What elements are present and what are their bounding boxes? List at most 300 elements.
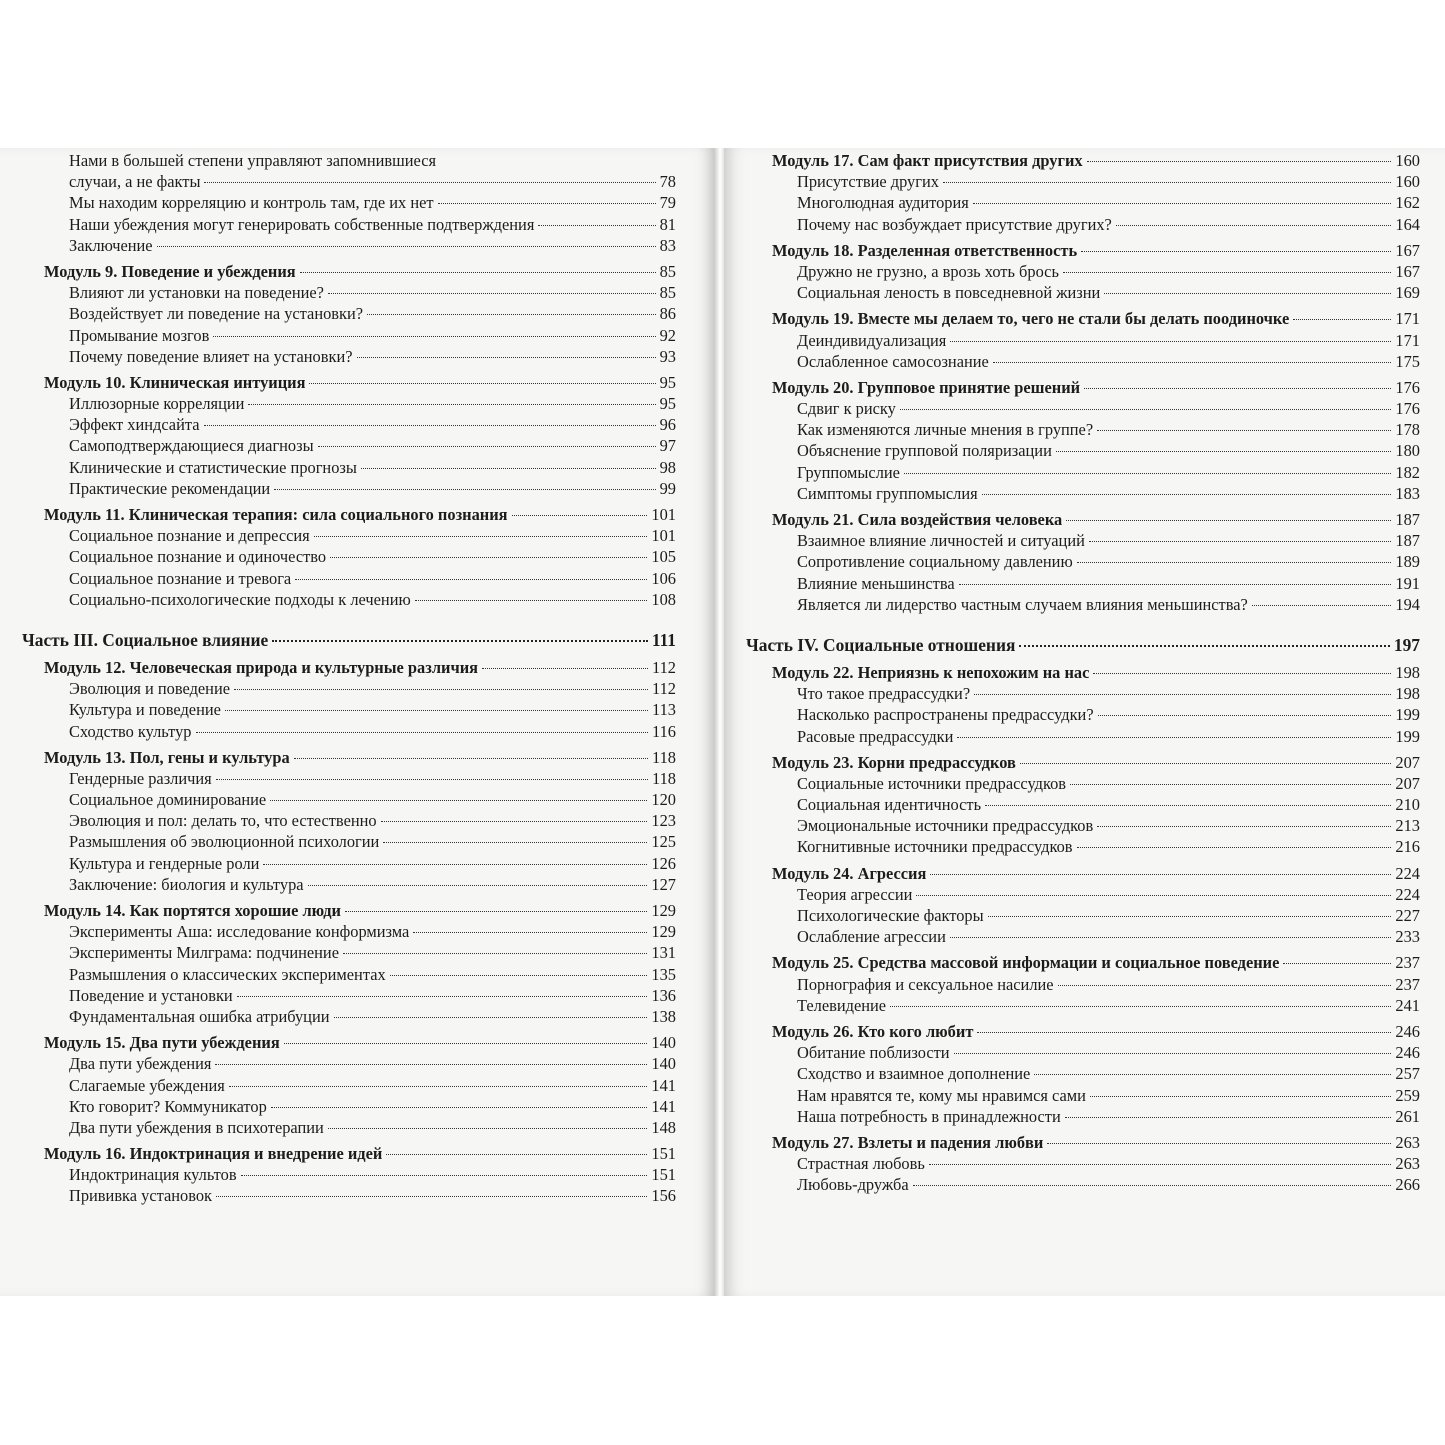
toc-entry-title: Культура и гендерные роли xyxy=(69,853,260,873)
toc-page-number: 207 xyxy=(1395,752,1420,772)
toc-entry-title: Два пути убеждения в психотерапии xyxy=(69,1117,324,1137)
toc-page-number: 160 xyxy=(1395,151,1420,170)
toc-page-number: 101 xyxy=(651,526,676,546)
dot-leader xyxy=(361,468,656,469)
dot-leader xyxy=(309,383,655,384)
dot-leader xyxy=(1283,963,1391,964)
toc-entry-title: Модуль 16. Индоктринация и внедрение идей xyxy=(44,1144,383,1164)
right-page xyxy=(724,148,1445,1296)
toc-module-entry xyxy=(44,372,676,393)
toc-section-entry xyxy=(44,282,676,303)
toc-page-number: 227 xyxy=(1395,906,1420,925)
toc-section-entry xyxy=(44,525,676,546)
toc-module-entry xyxy=(44,900,676,921)
dot-leader xyxy=(274,489,655,490)
toc-entry-title: Часть IV. Социальные отношения xyxy=(746,634,1016,655)
toc-page-number: 176 xyxy=(1395,377,1420,397)
toc-section-entry xyxy=(772,726,1420,747)
dot-leader xyxy=(381,821,648,822)
dot-leader xyxy=(345,911,647,912)
toc-entry-title: Модуль 15. Два пути убеждения xyxy=(44,1033,280,1053)
toc-section-entry xyxy=(44,1164,676,1185)
dot-leader xyxy=(985,805,1391,806)
toc-entry-title: Деиндивидуализация xyxy=(797,330,947,350)
toc-page-number: 187 xyxy=(1395,531,1420,551)
toc-entry-title: Заключение xyxy=(69,235,153,255)
dot-leader xyxy=(216,1196,647,1197)
dot-leader xyxy=(248,404,655,405)
dot-leader xyxy=(334,1017,648,1018)
toc-entry-title: Часть III. Социальное влияние xyxy=(22,629,269,650)
toc-section-entry xyxy=(44,810,676,831)
toc-section-entry xyxy=(44,1117,676,1138)
table-of-contents-left xyxy=(22,150,676,1207)
toc-entry-title: Взаимное влияние личностей и ситуаций xyxy=(797,531,1085,551)
dot-leader xyxy=(241,1175,648,1176)
toc-section-entry xyxy=(772,773,1420,794)
toc-page-number: 175 xyxy=(1395,351,1420,371)
toc-entry-title: Модуль 9. Поведение и убеждения xyxy=(44,261,296,281)
toc-section-entry xyxy=(772,815,1420,836)
dot-leader xyxy=(916,895,1391,896)
dot-leader xyxy=(1019,645,1390,647)
toc-entry-title: Два пути убеждения xyxy=(69,1054,212,1074)
toc-page-number: 169 xyxy=(1395,283,1420,303)
dot-leader xyxy=(1066,520,1391,521)
toc-section-entry xyxy=(772,573,1420,594)
dot-leader xyxy=(1056,451,1392,452)
toc-section-entry xyxy=(772,261,1420,282)
toc-section-entry xyxy=(772,462,1420,483)
dot-leader xyxy=(357,357,656,358)
dot-leader xyxy=(538,225,655,226)
toc-section-entry xyxy=(44,699,676,720)
toc-page-number: 151 xyxy=(651,1144,676,1164)
toc-section-entry xyxy=(44,964,676,985)
toc-page-number: 178 xyxy=(1395,420,1420,440)
dot-leader xyxy=(900,409,1392,410)
dot-leader xyxy=(930,874,1391,875)
dot-leader xyxy=(929,1164,1392,1165)
toc-section-entry xyxy=(772,398,1420,419)
toc-section-entry xyxy=(44,874,676,895)
toc-section-entry xyxy=(772,551,1420,572)
toc-section-entry xyxy=(772,1085,1420,1106)
dot-leader xyxy=(216,779,648,780)
toc-page-number: 176 xyxy=(1395,399,1420,419)
toc-entry-title: Индоктринация культов xyxy=(69,1165,237,1185)
toc-page-number: 112 xyxy=(652,679,676,699)
toc-page-number: 92 xyxy=(659,325,676,345)
dot-leader xyxy=(204,182,655,183)
toc-section-entry xyxy=(772,282,1420,303)
dot-leader xyxy=(272,640,648,642)
toc-page-number: 78 xyxy=(659,172,676,192)
dot-leader xyxy=(300,272,656,273)
toc-page-number: 198 xyxy=(1395,684,1420,704)
dot-leader xyxy=(957,737,1391,738)
toc-page-number: 85 xyxy=(659,261,676,281)
toc-section-entry xyxy=(44,853,676,874)
toc-page-number: 85 xyxy=(659,283,676,303)
dot-leader xyxy=(1063,272,1391,273)
toc-page-number: 151 xyxy=(651,1165,676,1185)
dot-leader xyxy=(890,1006,1391,1007)
toc-entry-title: Размышления о классических экспериментах xyxy=(69,964,386,984)
toc-entry-title: Эволюция и пол: делать то, что естественно xyxy=(69,811,377,831)
toc-section-entry xyxy=(44,568,676,589)
toc-module-entry xyxy=(772,509,1420,530)
dot-leader xyxy=(343,953,647,954)
dot-leader xyxy=(977,1032,1391,1033)
dot-leader xyxy=(308,885,648,886)
toc-page-number: 259 xyxy=(1395,1085,1420,1105)
dot-leader xyxy=(314,536,648,537)
toc-entry-title: Влияют ли установки на поведение? xyxy=(69,283,324,303)
toc-module-entry xyxy=(772,752,1420,773)
toc-section-entry xyxy=(772,530,1420,551)
dot-leader xyxy=(1081,251,1391,252)
table-of-contents-right xyxy=(746,150,1420,1195)
toc-section-entry xyxy=(772,683,1420,704)
toc-entry-title: Наши убеждения могут генерировать собственные подтверждения xyxy=(69,214,535,234)
toc-entry-title: Модуль 12. Человеческая природа и культурные различия xyxy=(44,657,479,677)
toc-entry-title: Обитание поблизости xyxy=(797,1043,950,1063)
toc-page-number: 96 xyxy=(659,415,676,435)
dot-leader xyxy=(413,932,647,933)
dot-leader xyxy=(204,425,656,426)
dot-leader xyxy=(959,584,1392,585)
dot-leader xyxy=(1089,541,1392,542)
toc-page-number: 141 xyxy=(651,1096,676,1116)
toc-page-number: 237 xyxy=(1395,953,1420,973)
dot-leader xyxy=(1084,388,1391,389)
dot-leader xyxy=(943,182,1391,183)
toc-entry-title: Телевидение xyxy=(797,995,887,1015)
toc-entry-title: Модуль 27. Взлеты и падения любви xyxy=(772,1132,1044,1152)
dot-leader xyxy=(512,515,648,516)
toc-page-number: 197 xyxy=(1393,634,1420,655)
toc-entry-title: Социально-психологические подходы к лечению xyxy=(69,589,411,609)
toc-page-number: 210 xyxy=(1395,795,1420,815)
toc-page-number: 112 xyxy=(652,657,676,677)
toc-section-entry xyxy=(44,346,676,367)
toc-page-number: 127 xyxy=(651,874,676,894)
dot-leader xyxy=(1077,847,1392,848)
toc-section-entry xyxy=(772,440,1420,461)
toc-section-entry xyxy=(772,974,1420,995)
toc-entry-title: Модуль 11. Клиническая терапия: сила социального познания xyxy=(44,505,508,524)
dot-leader xyxy=(1252,605,1392,606)
toc-entry-title: Социальное познание и тревога xyxy=(69,568,292,588)
toc-entry-title: случаи, а не факты xyxy=(69,172,201,192)
toc-module-entry xyxy=(772,377,1420,398)
toc-section-entry xyxy=(44,303,676,324)
toc-entry-title: Модуль 14. Как портятся хорошие люди xyxy=(44,901,341,920)
toc-section-entry xyxy=(44,1053,676,1074)
toc-module-entry xyxy=(44,261,676,282)
dot-leader xyxy=(1070,784,1391,785)
toc-entry-title: Группомыслие xyxy=(797,462,900,482)
toc-entry-title: Сдвиг к риску xyxy=(797,399,896,419)
toc-entry-title: Модуль 20. Групповое принятие решений xyxy=(772,377,1081,397)
toc-page-number: 246 xyxy=(1395,1043,1420,1063)
toc-section-entry xyxy=(772,419,1420,440)
toc-page-number: 213 xyxy=(1395,816,1420,836)
toc-entry-title: Самоподтверждающиеся диагнозы xyxy=(69,436,314,456)
dot-leader xyxy=(196,732,649,733)
left-page xyxy=(0,148,716,1296)
toc-module-entry xyxy=(44,1032,676,1053)
toc-part-heading xyxy=(746,633,1420,657)
toc-section-entry xyxy=(772,794,1420,815)
toc-page-number: 81 xyxy=(659,214,676,234)
toc-entry-title: Симптомы группомыслия xyxy=(797,483,978,503)
toc-page-number: 138 xyxy=(651,1006,676,1026)
dot-leader xyxy=(1058,985,1392,986)
dot-leader xyxy=(330,557,647,558)
toc-section-entry xyxy=(44,921,676,942)
toc-section-entry xyxy=(44,1096,676,1117)
toc-entry-title: Мы находим корреляцию и контроль там, где их нет xyxy=(69,193,434,213)
toc-page-number: 99 xyxy=(659,478,676,498)
toc-entry-title: Присутствие других xyxy=(797,172,939,192)
dot-leader xyxy=(1090,1096,1392,1097)
toc-page-number: 164 xyxy=(1395,214,1420,234)
toc-page-number: 224 xyxy=(1395,863,1420,883)
dot-leader xyxy=(1087,161,1392,162)
toc-section-entry xyxy=(44,789,676,810)
toc-part-heading xyxy=(22,628,676,652)
dot-leader xyxy=(973,203,1392,204)
toc-module-entry xyxy=(772,308,1420,329)
toc-section-entry xyxy=(772,704,1420,725)
toc-section-entry xyxy=(44,1075,676,1096)
toc-section-entry xyxy=(44,1006,676,1027)
toc-entry-title: Размышления об эволюционной психологии xyxy=(69,832,380,852)
toc-section-entry xyxy=(772,483,1420,504)
toc-page-number: 86 xyxy=(659,304,676,324)
toc-section-entry xyxy=(44,457,676,478)
toc-entry-title: Модуль 25. Средства массовой информации и социальное поведение xyxy=(772,953,1280,973)
toc-section-entry xyxy=(44,150,676,171)
toc-entry-title: Сходство культур xyxy=(69,721,192,741)
dot-leader xyxy=(270,800,647,801)
toc-page-number: 191 xyxy=(1395,573,1420,593)
toc-section-entry xyxy=(44,768,676,789)
toc-page-number: 187 xyxy=(1395,510,1420,529)
toc-entry-title: Практические рекомендации xyxy=(69,478,271,498)
dot-leader xyxy=(438,203,656,204)
toc-section-entry xyxy=(772,1063,1420,1084)
dot-leader xyxy=(271,1107,648,1108)
toc-section-entry xyxy=(44,942,676,963)
toc-entry-title: Сопротивление социальному давлению xyxy=(797,552,1073,572)
toc-section-entry xyxy=(772,594,1420,615)
dot-leader xyxy=(1097,430,1391,431)
toc-section-entry xyxy=(772,330,1420,351)
toc-page-number: 140 xyxy=(651,1054,676,1074)
toc-module-entry xyxy=(772,1021,1420,1042)
toc-module-entry xyxy=(772,662,1420,683)
toc-page-number: 167 xyxy=(1395,240,1420,260)
dot-leader xyxy=(1065,1117,1392,1118)
toc-page-number: 116 xyxy=(652,721,676,741)
toc-section-entry xyxy=(772,171,1420,192)
toc-section-entry xyxy=(772,905,1420,926)
dot-leader xyxy=(1093,673,1391,674)
toc-entry-title: Заключение: биология и культура xyxy=(69,874,304,894)
toc-entry-title: Поведение и установки xyxy=(69,985,233,1005)
toc-section-entry xyxy=(772,884,1420,905)
toc-page-number: 183 xyxy=(1395,483,1420,503)
toc-page-number: 156 xyxy=(651,1186,676,1206)
toc-page-number: 189 xyxy=(1395,552,1420,572)
dot-leader xyxy=(295,579,647,580)
dot-leader xyxy=(982,494,1392,495)
dot-leader xyxy=(237,996,648,997)
toc-page-number: 171 xyxy=(1395,309,1420,329)
toc-entry-title: Модуль 19. Вместе мы делаем то, чего не стали бы делать поодиночке xyxy=(772,309,1290,329)
toc-page-number: 180 xyxy=(1395,441,1420,461)
toc-entry-title: Клинические и статистические прогнозы xyxy=(69,457,357,477)
dot-leader xyxy=(974,694,1391,695)
dot-leader xyxy=(1020,763,1392,764)
toc-entry-title: Воздействует ли поведение на установки? xyxy=(69,304,364,324)
toc-entry-title: Модуль 13. Пол, гены и культура xyxy=(44,747,290,767)
toc-entry-title: Культура и поведение xyxy=(69,700,221,720)
toc-entry-title: Модуль 22. Неприязнь к непохожим на нас xyxy=(772,662,1090,682)
toc-entry-title: Иллюзорные корреляции xyxy=(69,394,245,414)
toc-page-number: 216 xyxy=(1395,837,1420,857)
toc-entry-title: Социальные источники предрассудков xyxy=(797,773,1067,793)
toc-section-entry xyxy=(772,1153,1420,1174)
dot-leader xyxy=(988,916,1392,917)
dot-leader xyxy=(482,668,648,669)
dot-leader xyxy=(318,446,656,447)
toc-entry-title: Нам нравятся те, кому мы нравимся сами xyxy=(797,1085,1086,1105)
dot-leader xyxy=(390,975,648,976)
dot-leader xyxy=(263,864,647,865)
toc-module-entry xyxy=(44,657,676,678)
toc-page-number: 246 xyxy=(1395,1021,1420,1041)
toc-page-number: 111 xyxy=(651,629,676,650)
toc-page-number: 224 xyxy=(1395,884,1420,904)
toc-section-entry xyxy=(772,192,1420,213)
toc-entry-title: Нами в большей степени управляют запомнившиеся xyxy=(69,151,437,170)
toc-entry-title: Страстная любовь xyxy=(797,1154,925,1174)
toc-section-entry xyxy=(772,836,1420,857)
dot-leader xyxy=(1098,715,1392,716)
toc-section-entry xyxy=(772,214,1420,235)
toc-page-number: 263 xyxy=(1395,1154,1420,1174)
toc-page-number: 108 xyxy=(651,589,676,609)
dot-leader xyxy=(229,1086,648,1087)
open-book xyxy=(0,148,1445,1296)
toc-page-number: 106 xyxy=(651,568,676,588)
dot-leader xyxy=(1077,562,1392,563)
toc-module-entry xyxy=(44,504,676,525)
toc-entry-title: Модуль 18. Разделенная ответственность xyxy=(772,240,1078,260)
toc-page-number: 120 xyxy=(651,790,676,810)
toc-section-entry xyxy=(44,214,676,235)
toc-entry-title: Гендерные различия xyxy=(69,768,212,788)
toc-page-number: 93 xyxy=(659,346,676,366)
toc-entry-title: Объяснение групповой поляризации xyxy=(797,441,1052,461)
dot-leader xyxy=(904,473,1391,474)
toc-entry-title: Модуль 10. Клиническая интуиция xyxy=(44,372,306,392)
toc-page-number: 199 xyxy=(1395,705,1420,725)
toc-page-number: 167 xyxy=(1395,261,1420,281)
toc-entry-title: Социальное познание и депрессия xyxy=(69,526,310,546)
toc-module-entry xyxy=(772,150,1420,171)
toc-module-entry xyxy=(44,1143,676,1164)
toc-page-number: 263 xyxy=(1395,1132,1420,1152)
toc-page-number: 136 xyxy=(651,985,676,1005)
dot-leader xyxy=(157,246,656,247)
toc-section-entry xyxy=(44,546,676,567)
toc-module-entry xyxy=(772,863,1420,884)
toc-entry-title: Когнитивные источники предрассудков xyxy=(797,837,1073,857)
toc-section-entry xyxy=(44,192,676,213)
toc-page-number: 199 xyxy=(1395,726,1420,746)
dot-leader xyxy=(215,1064,647,1065)
dot-leader xyxy=(213,336,655,337)
toc-section-entry xyxy=(44,589,676,610)
dot-leader xyxy=(386,1154,647,1155)
toc-section-entry xyxy=(44,478,676,499)
toc-page-number: 135 xyxy=(651,964,676,984)
dot-leader xyxy=(1034,1074,1391,1075)
toc-entry-title: Модуль 26. Кто кого любит xyxy=(772,1021,974,1041)
dot-leader xyxy=(225,710,648,711)
toc-page-number: 148 xyxy=(651,1117,676,1137)
toc-entry-title: Многолюдная аудитория xyxy=(797,193,969,213)
dot-leader xyxy=(1097,826,1391,827)
toc-section-entry xyxy=(772,1174,1420,1195)
toc-entry-title: Социальное доминирование xyxy=(69,790,267,810)
toc-entry-title: Ослабление агрессии xyxy=(797,927,946,947)
toc-entry-title: Эффект хиндсайта xyxy=(69,415,200,435)
toc-page-number: 83 xyxy=(659,235,676,255)
toc-entry-title: Модуль 23. Корни предрассудков xyxy=(772,752,1016,772)
toc-entry-title: Эмоциональные источники предрассудков xyxy=(797,816,1094,836)
toc-page-number: 101 xyxy=(651,505,676,524)
toc-entry-title: Эволюция и поведение xyxy=(69,679,231,699)
dot-leader xyxy=(383,842,647,843)
dot-leader xyxy=(328,1128,648,1129)
toc-section-entry xyxy=(44,414,676,435)
toc-page-number: 207 xyxy=(1395,773,1420,793)
toc-page-number: 261 xyxy=(1395,1106,1420,1126)
dot-leader xyxy=(234,689,648,690)
toc-section-entry xyxy=(44,678,676,699)
toc-page-number: 113 xyxy=(652,700,676,720)
dot-leader xyxy=(294,758,648,759)
toc-entry-title: Насколько распространены предрассудки? xyxy=(797,705,1094,725)
toc-module-entry xyxy=(772,952,1420,973)
toc-page-number: 105 xyxy=(651,547,676,567)
toc-section-entry xyxy=(44,325,676,346)
toc-entry-title: Фундаментальная ошибка атрибуции xyxy=(69,1006,330,1026)
dot-leader xyxy=(1116,225,1392,226)
toc-page-number: 182 xyxy=(1395,462,1420,482)
toc-entry-title: Наша потребность в принадлежности xyxy=(797,1106,1061,1126)
toc-entry-title: Теория агрессии xyxy=(797,884,913,904)
toc-entry-title: Модуль 21. Сила воздействия человека xyxy=(772,510,1063,529)
dot-leader xyxy=(1104,293,1391,294)
toc-section-entry xyxy=(772,1106,1420,1127)
